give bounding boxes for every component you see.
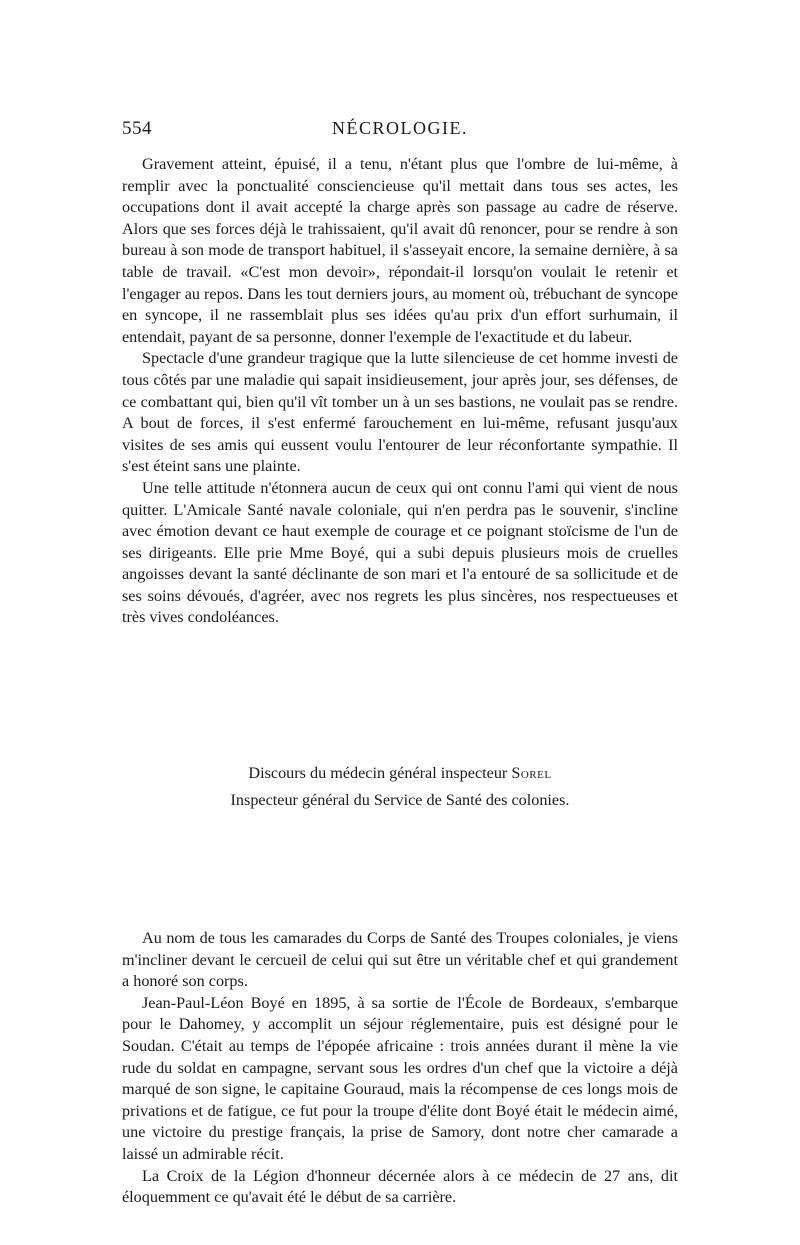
paragraph: La Croix de la Légion d'honneur décernée alors à ce médecin de 27 ans, dit éloquemment ce qu'avait été le début de sa carrière.	[122, 1166, 678, 1207]
page-number: 554	[122, 118, 152, 139]
speech-heading	[122, 760, 678, 814]
paragraph: Spectacle d'une grandeur tragique que la lutte silencieuse de cet homme investi de tous côtés par une maladie qui sapait insidieusement, jour après jour, ses défenses, de ce combattant qui, bien qu'il vît tomber un à un ses bastions, ne voulait pas se rendre. A bout de forces, il s'est enfermé farouchement en lui-même, refusant jusqu'aux visites de ses amis qui eussent voulu l'entourer de leur réconfortante sympathie. Il s'est éteint sans une plainte.	[122, 349, 678, 476]
paragraph: Jean-Paul-Léon Boyé en 1895, à sa sortie de l'École de Bordeaux, s'embarque pour le Dahomey, y accomplit un séjour réglementaire, puis est désigné pour le Soudan. C'était au temps de l'épopée africaine : trois années durant il mène la vie rude du soldat en campagne, servant sous les ordres d'un chef que la victoire a déjà marqué de son signe, le capitaine Gouraud, mais la récompense de ces longs mois de privations et de fatigue, ce fut pour la troupe d'élite dont Boyé était le médecin aimé, une victoire du prestige français, la prise de Samory, dont notre cher camarade a laissé un admirable récit.	[122, 993, 678, 1163]
paragraph: Une telle attitude n'étonnera aucun de ceux qui ont connu l'ami qui vient de nous quitter. L'Amicale Santé navale coloniale, qui n'en perdra pas le souvenir, s'incline avec émotion devant ce haut exemple de courage et ce poignant stoïcisme de l'un de ses dirigeants. Elle prie Mme Boyé, qui a subi depuis plusieurs mois de cruelles angoisses devant la santé déclinante de son mari et l'a entouré de sa sollicitude et de ses soins dévoués, d'agréer, avec nos regrets les plus sincères, nos respectueuses et très vives condoléances.	[122, 478, 678, 627]
speech-title-prefix: Discours du médecin général inspecteur	[248, 764, 508, 782]
running-title: NÉCROLOGIE.	[332, 118, 468, 138]
speech-text	[122, 928, 678, 1209]
speech-subtitle: Inspecteur général du Service de Santé des colonies.	[230, 791, 570, 809]
speaker-name: Sorel	[511, 764, 552, 782]
page-header	[122, 118, 678, 148]
paragraph: Au nom de tous les camarades du Corps de Santé des Troupes coloniales, je viens m'incliner devant le cercueil de celui qui sut être un véritable chef et qui grandement a honoré son corps.	[122, 929, 678, 991]
paragraph: Gravement atteint, épuisé, il a tenu, n'étant plus que l'ombre de lui-même, à remplir avec la ponctualité consciencieuse qu'il mettait dans tous ses actes, les occupations dont il avait accepté la charge après son passage au cadre de réserve. Alors que ses forces déjà le trahissaient, qu'il avait dû renoncer, pour se rendre à son bureau à son mode de transport habituel, il s'asseyait encore, la semaine dernière, à sa table de travail. «C'est mon devoir», répondait-il lorsqu'on voulait le retenir et l'engager au repos. Dans les tout derniers jours, au moment où, trébuchant de syncope en syncope, il ne rassemblait plus ses idées qu'au prix d'un effort surhumain, il entendait, payant de sa personne, donner l'exemple de l'exactitude et du labeur.	[122, 155, 678, 346]
obituary-text	[122, 154, 678, 629]
speech-title	[122, 760, 678, 787]
